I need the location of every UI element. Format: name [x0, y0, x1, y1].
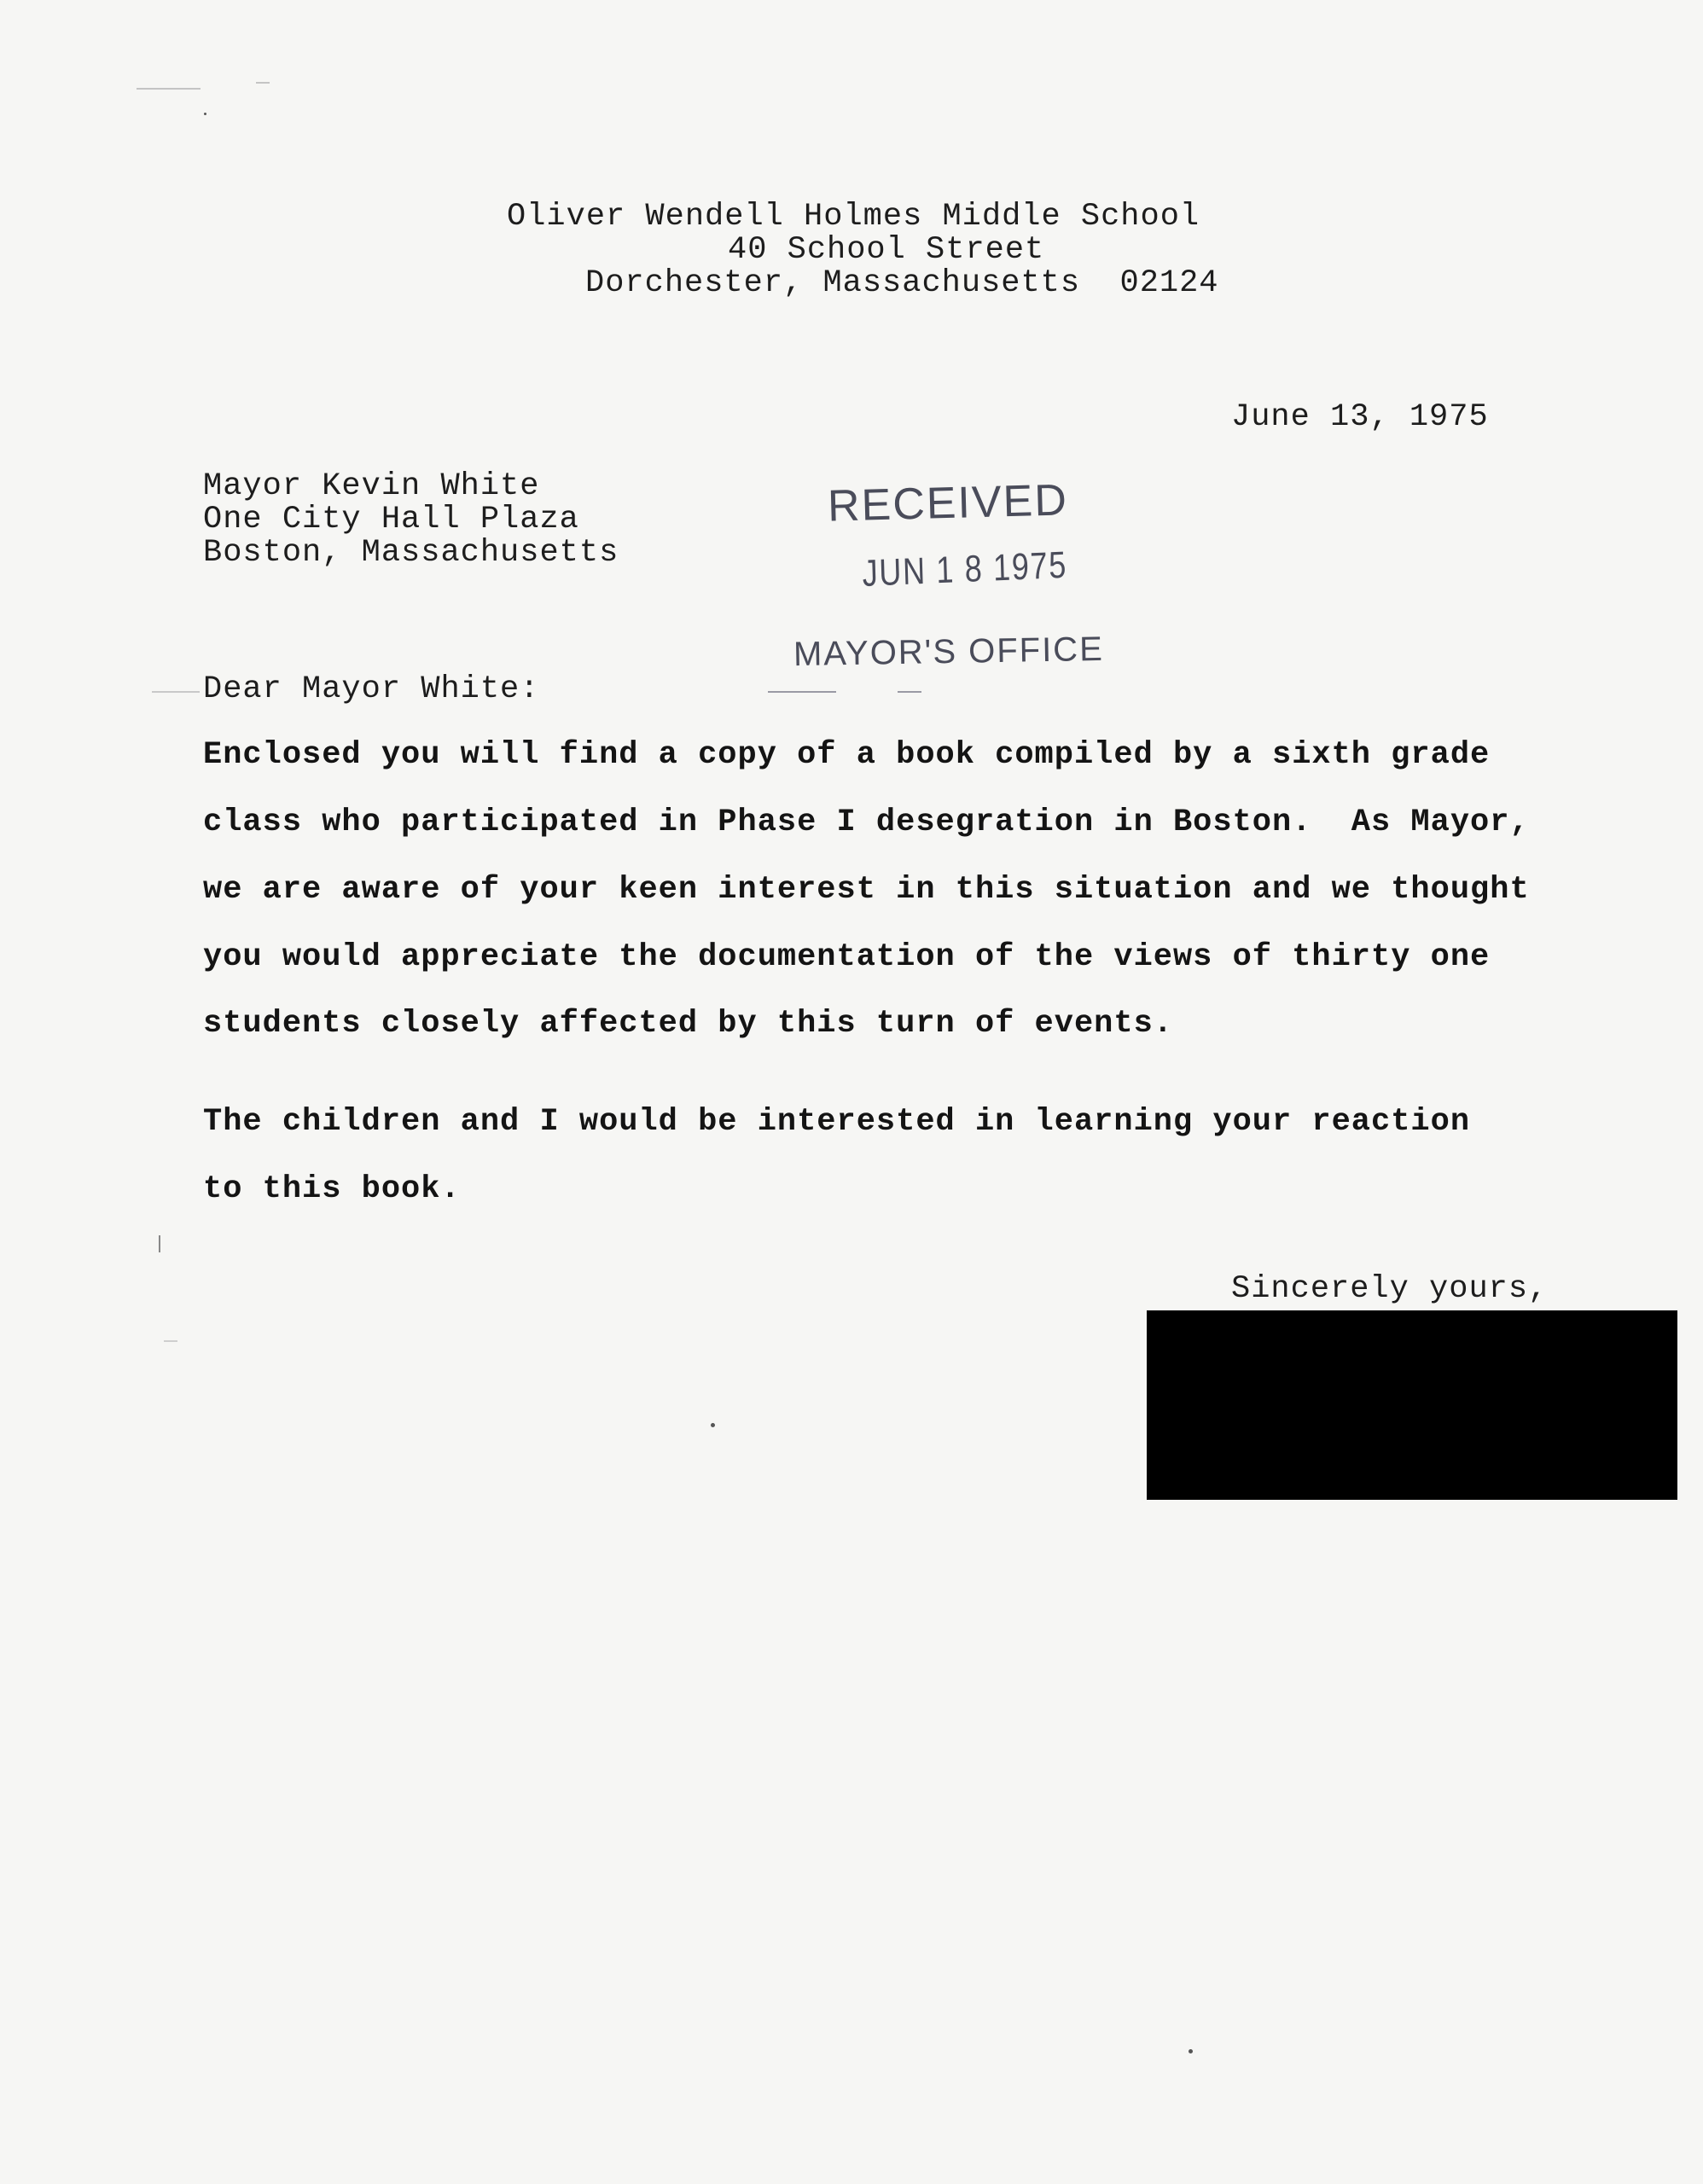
body-line: Enclosed you will find a copy of a book compiled by a sixth grade [203, 737, 1491, 773]
body-line: to this book. [203, 1171, 461, 1207]
received-stamp-title: RECEIVED [827, 475, 1069, 531]
recipient-name: Mayor Kevin White [203, 468, 540, 504]
body-line: you would appreciate the documentation of the views of thirty one [203, 939, 1491, 975]
body-line: class who participated in Phase I desegration in Boston. As Mayor, [203, 804, 1530, 840]
redacted-signature [1147, 1310, 1677, 1500]
paper-mark [256, 82, 270, 84]
body-line: The children and I would be interested in learning your reaction [203, 1104, 1471, 1140]
salutation: Dear Mayor White: [203, 671, 540, 707]
paper-mark [137, 88, 201, 90]
body-line: we are aware of your keen interest in this situation and we thought [203, 872, 1530, 908]
recipient-street: One City Hall Plaza [203, 502, 579, 537]
paper-speck [1189, 2049, 1193, 2053]
recipient-city: Boston, Massachusetts [203, 535, 619, 571]
received-stamp-date: JUN 1 8 1975 [862, 543, 1068, 595]
paper-mark [159, 1235, 160, 1252]
paper-speck [711, 1423, 715, 1427]
letter-date: June 13, 1975 [1231, 399, 1489, 435]
paper-mark [152, 691, 200, 693]
letterhead-street: 40 School Street [728, 232, 1045, 268]
body-line: students closely affected by this turn of events. [203, 1006, 1173, 1042]
letterhead-city: Dorchester, Massachusetts 02124 [585, 265, 1219, 301]
closing: Sincerely yours, [1231, 1271, 1549, 1307]
letterhead-school-name: Oliver Wendell Holmes Middle School [507, 199, 1200, 235]
received-stamp-office: MAYOR'S OFFICE [793, 630, 1105, 674]
stamp-mark [898, 691, 921, 693]
stamp-mark [768, 691, 836, 693]
paper-speck [204, 113, 206, 115]
paper-mark [164, 1340, 177, 1342]
